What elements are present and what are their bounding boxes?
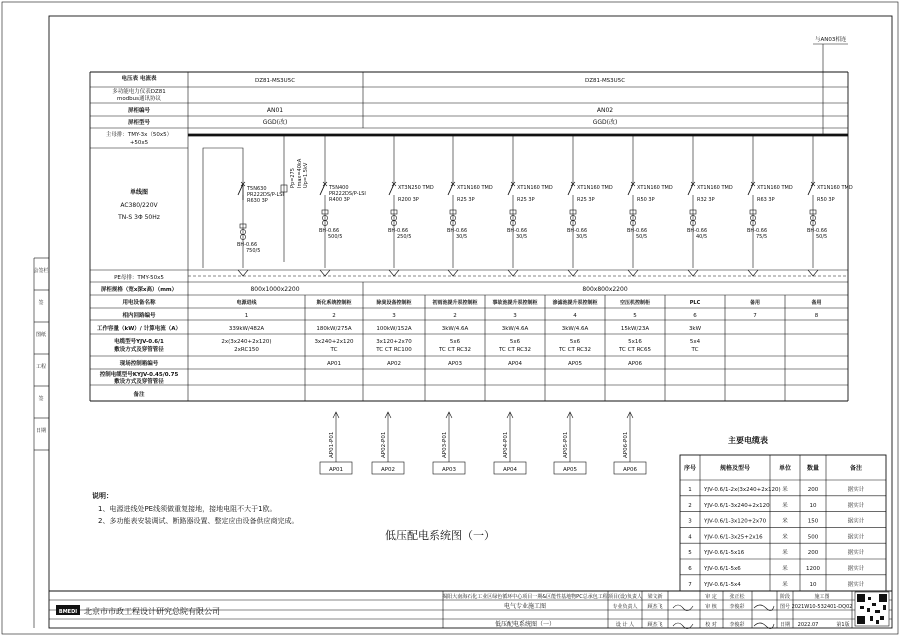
strip-label-4: 签 (38, 396, 44, 402)
breaker-breaker: XT1N160 TMD (577, 185, 613, 191)
cell-lay: TC (691, 347, 699, 353)
breaker-rating: R63 3P (757, 197, 775, 203)
cell-power: 3kW/4.6A (501, 326, 529, 332)
label-remark: 备注 (133, 392, 145, 398)
meter-left: DZ81-MS3U5C (254, 78, 296, 84)
pe-connection (688, 270, 698, 276)
strip-label-5: 日期 (35, 428, 47, 434)
cell-box: AP04 (507, 361, 523, 367)
signature-marks (673, 605, 774, 629)
role2-1: 审 核 (705, 604, 717, 610)
cell-name: 空压机控制柜 (619, 300, 651, 306)
cell-name: 备用 (811, 300, 822, 306)
row-labels (97, 74, 181, 398)
cell-box: AP05 (567, 361, 583, 367)
cell-name: 除臭设备控制柜 (376, 300, 412, 306)
ct-model: BH-0.66 (447, 228, 468, 234)
feeder-circuits (221, 135, 852, 401)
cell-loop: 2 (453, 313, 457, 319)
pe-connection (238, 270, 248, 276)
cable-table-cell: 4 (688, 534, 692, 541)
meta-key-0: 阶段 (779, 594, 791, 600)
cable-tag: AP01-P01 (329, 431, 335, 458)
ct-ratio: 500/5 (328, 234, 343, 240)
breaker-breaker: XT1N160 TMD (697, 185, 733, 191)
breaker-breaker: XT3N250 TMD (398, 185, 434, 191)
cable-table-cell: 5 (688, 550, 692, 557)
cell-cable: 5x6 (569, 339, 581, 345)
ct-ratio: 75/5 (756, 234, 768, 240)
drawing-title: 低压配电系统图（一） (385, 529, 495, 542)
pe-connection (320, 270, 330, 276)
breaker-breaker: XT1N160 TMD (457, 185, 493, 191)
outgoing-AP03 (433, 412, 465, 474)
meta-val-0: 施工图 (814, 594, 830, 600)
cable-table-cell: YJV-0.6/1-2x(3x240+2x120) (704, 487, 781, 493)
cell-loop: 4 (573, 313, 577, 319)
outgoing-cables (320, 412, 646, 474)
cell-cable: 5x6 (449, 339, 461, 345)
strip-label-3: 工程 (35, 364, 47, 370)
cable-table-cell: 据实计 (847, 518, 865, 525)
cell-loop: 7 (753, 313, 757, 319)
project-name: 揭阳大南海石化工业区绿色循环中心项目一期&区能性基地物PC总承包工程 (442, 594, 608, 600)
cell-lay: TC (330, 347, 338, 353)
logo-text: BMEDI (58, 609, 78, 615)
cell-name: 初雨池提升泵控制柜 (432, 300, 478, 306)
outgoing-AP02 (372, 412, 404, 474)
ct-model: BH-0.66 (807, 228, 828, 234)
control-box-label: AP06 (622, 467, 638, 473)
feeder-8 (665, 135, 733, 401)
ct-ratio: 50/5 (816, 234, 828, 240)
cell-cable: 5x16 (628, 339, 642, 345)
note-2: 2、多功能表安装调试、断路器设置、整定应由设备供应商完成。 (98, 517, 299, 525)
feeder-10 (785, 135, 853, 401)
ct-model: BH-0.66 (507, 228, 528, 234)
cell-name: 斯化系统控制柜 (316, 300, 352, 306)
breaker-contact (320, 184, 325, 195)
label-equip-name: 用电设备名称 (122, 300, 156, 306)
cell-power: 3kW (688, 326, 702, 332)
ct-model: BH-0.66 (687, 228, 708, 234)
meta-key-1: 图号 (779, 604, 791, 610)
label-cable: 电缆型号YJV-0.6/1 (114, 339, 164, 345)
feeder-7 (605, 135, 673, 401)
cable-table-cell: 1200 (806, 566, 820, 572)
cable-tag: AP03-P01 (442, 431, 448, 458)
cable-tag: AP04-P01 (503, 431, 509, 458)
breaker-rating: R200 3P (398, 197, 419, 203)
cell-loop: 3 (392, 313, 396, 319)
spd-label-1: Imax=40kA (297, 158, 303, 188)
cable-table-cell: 1 (688, 487, 692, 493)
cell-loop: 5 (633, 313, 637, 319)
label-cabinet-type: 屏柜型号 (127, 120, 151, 126)
cell-loop: 3 (513, 313, 517, 319)
ct-ratio: 30/5 (576, 234, 588, 240)
meta-val-2: 2022.07 (797, 622, 819, 628)
title-block (49, 591, 892, 629)
ct-model: BH-0.66 (627, 228, 648, 234)
breaker-contact (389, 184, 394, 195)
pe-connection (628, 270, 638, 276)
role-1: 专业负责人 (612, 604, 638, 610)
cell-loop: 8 (814, 313, 819, 319)
breaker-breaker: XT1N160 TMD (517, 185, 553, 191)
cable-table-cell: 6 (688, 566, 692, 572)
cell-box: AP06 (627, 361, 643, 367)
cell-loop: 2 (332, 313, 336, 319)
outgoing-AP06 (614, 412, 646, 474)
breaker-breaker: XT1N160 TMD (817, 185, 853, 191)
label-modbus: modbus通讯协议 (116, 96, 162, 102)
version: 第1版 (836, 622, 850, 628)
label-size: 屏柜规格（宽x深x高）（mm） (100, 287, 178, 293)
label-ctrl-box: 现场控制箱编号 (119, 361, 159, 367)
ct-model: BH-0.66 (237, 242, 258, 248)
cell-lay: TC CT RC32 (499, 347, 531, 353)
institute-name: 北京市市政工程设计研究总院有限公司 (84, 607, 220, 616)
cable-table-cell: 米 (782, 487, 788, 493)
label-main-bus-b: +50x5 (129, 140, 149, 146)
label-voltage: AC380/220V (120, 202, 158, 209)
cable-tag: AP02-P01 (381, 431, 387, 458)
role2-name-0: 张正松 (729, 594, 745, 600)
cell-cable: 3x120+2x70 (376, 339, 412, 345)
cell-cable: 3x240+2x120 (314, 339, 354, 345)
cable-table-cell: YJV-0.6/1-5x16 (704, 550, 745, 557)
breaker-trip: PR222DS/P-LSI (329, 191, 366, 197)
breaker-breaker: XT1N160 TMD (637, 185, 673, 191)
cell-name: 电源进线 (236, 300, 257, 306)
qr-code (855, 592, 889, 626)
breaker-rating: R32 3P (697, 197, 715, 203)
feeder-9 (725, 135, 793, 401)
breaker-rating: R25 3P (517, 197, 535, 203)
ct-model: BH-0.66 (388, 228, 409, 234)
cable-table-cell: 据实计 (847, 550, 865, 557)
role-0: 项目(设)负责人 (608, 594, 642, 600)
ct-model: BH-0.66 (319, 228, 340, 234)
cell-name: 渗滤池提升泵控制柜 (552, 300, 598, 306)
cell-power: 100kW/152A (376, 326, 412, 332)
breaker-contact (448, 184, 453, 195)
breaker-breaker: T5N400 (329, 185, 349, 191)
cabinet-no-an02: AN02 (596, 107, 614, 114)
cell-box: AP01 (326, 361, 342, 367)
spd-label-2: Up=1.5kV (303, 162, 309, 188)
cell-power: 180kW/275A (316, 326, 352, 332)
breaker-rating: R400 3P (329, 197, 350, 203)
pe-connection (748, 270, 758, 276)
cable-table-header: 序号 (683, 465, 697, 472)
pe-connection (808, 270, 818, 276)
cable-table-cell: 米 (782, 566, 788, 572)
label-system: TN-S 3Φ 50Hz (118, 214, 160, 221)
cable-table-cell: 米 (782, 581, 788, 588)
cabinet-size-an02: 800x800x2200 (582, 286, 628, 293)
cell-power: 3kW/4.6A (441, 326, 469, 332)
cell-lay: TC CT RC100 (376, 347, 412, 353)
cell-lay: TC CT RC32 (439, 347, 471, 353)
cable-table-cell: 米 (782, 550, 788, 557)
cable-table-cell: YJV-0.6/1-3x120+2x70 (704, 518, 767, 525)
cable-table-cell: 据实计 (847, 534, 865, 541)
cable-table (680, 455, 886, 591)
ct-ratio: 40/5 (696, 234, 708, 240)
cell-lay: 2xRC150 (234, 347, 259, 353)
cell-loop: 6 (693, 313, 697, 319)
role-2: 设 计 人 (615, 622, 635, 628)
label-lay: 敷设方式及穿管管径 (114, 347, 164, 353)
control-box-label: AP05 (562, 467, 578, 473)
pe-connection (389, 270, 399, 276)
strip-label-0: 会签栏 (33, 268, 49, 274)
cell-name: 备用 (749, 300, 761, 306)
role2-name-2: 李俊彩 (729, 622, 745, 628)
pe-connection (448, 270, 458, 276)
cell-loop: 1 (244, 313, 249, 319)
feeder-2 (305, 135, 366, 401)
breaker-rating: R630 3P (247, 198, 268, 204)
feeder-1 (221, 182, 283, 353)
label-power: 工作容量（kW）/ 计算电流（A） (97, 326, 181, 332)
outgoing-AP01 (320, 412, 352, 474)
cable-table-title: 主要电缆表 (728, 436, 768, 445)
cable-table-cell: 米 (782, 534, 788, 541)
feeder-5 (485, 135, 553, 401)
cable-table-cell: 2 (688, 502, 692, 509)
label-pe-bus: PE母排：TMY-50x5 (114, 275, 164, 281)
label-ctrl-lay: 敷设方式及穿管管径 (114, 379, 164, 385)
cable-table-cell: 500 (807, 534, 819, 541)
ct-ratio: 30/5 (456, 234, 468, 240)
meta-key-2: 日期 (779, 622, 791, 628)
cable-table-cell: 据实计 (847, 487, 865, 493)
cable-table-header: 数量 (806, 465, 820, 472)
cable-table-cell: YJV-0.6/1-5x4 (704, 581, 741, 588)
cable-table-cell: 据实计 (847, 566, 865, 572)
cable-table-cell: 200 (807, 550, 819, 557)
cell-box: AP02 (386, 361, 402, 367)
breaker-contact (628, 184, 633, 195)
notes (92, 491, 298, 525)
cable-table-header: 备注 (849, 465, 863, 472)
ct-ratio: 30/5 (516, 234, 528, 240)
cable-table-cell: 10 (809, 502, 817, 509)
cell-lay: TC CT RC32 (559, 347, 591, 353)
label-multifunction: 多功能电力仪表DZ81 (112, 89, 166, 95)
role2-0: 审 定 (705, 594, 717, 600)
breaker-trip: PR222DS/P-LSI (247, 192, 284, 198)
breaker-contact (748, 184, 753, 195)
cable-tag: AP05-P01 (563, 431, 569, 458)
corner-note: 与AN03相连 (815, 37, 847, 43)
cabinet-size-an01: 800x1000x2200 (250, 286, 300, 293)
feeder-3 (363, 135, 434, 401)
meta-val-1: 2021W10-532401-DQ02 (791, 604, 853, 610)
breaker-rating: R25 3P (577, 197, 595, 203)
cabinet-type-an01: GGD(改) (262, 119, 288, 126)
ct-ratio: 250/5 (397, 234, 412, 240)
breaker-contact (508, 184, 513, 195)
cabinet-type-an02: GGD(改) (592, 119, 618, 126)
role2-2: 校 对 (705, 622, 717, 628)
cable-table-header: 规格及型号 (719, 465, 751, 472)
drawing-name: 低压配电系统图（一） (494, 621, 556, 628)
breaker-contact (688, 184, 693, 195)
label-meters: 电压表 电流表 (121, 76, 157, 82)
control-box-label: AP01 (328, 467, 344, 473)
label-single-line: 单线图 (129, 189, 149, 196)
ct-ratio: 750/5 (246, 248, 261, 254)
cell-name: 事故池提升泵控制柜 (492, 300, 538, 306)
breaker-rating: R50 3P (817, 197, 835, 203)
breaker-contact (568, 184, 573, 195)
breaker-rating: R50 3P (637, 197, 655, 203)
cell-power: 3kW/4.6A (561, 326, 589, 332)
cell-power: 15kW/23A (620, 326, 650, 332)
label-ctrl-cable: 控制电缆型号KYJV-0.45/0.75 (99, 372, 179, 378)
control-box-label: AP03 (441, 467, 457, 473)
strip-label-1: 签 (38, 300, 44, 306)
cable-tag: AP06-P01 (623, 431, 629, 458)
notes-title: 说明： (92, 492, 113, 500)
cable-table-header: 单位 (778, 465, 792, 472)
cable-table-cell: 7 (688, 581, 692, 588)
ct-model: BH-0.66 (567, 228, 588, 234)
cable-table-cell: 10 (809, 581, 817, 588)
breaker-contact (808, 184, 813, 195)
feeder-4 (425, 135, 493, 401)
cell-name: PLC (689, 300, 701, 306)
cable-table-cell: 据实计 (847, 581, 865, 588)
role-name-0: 梁文新 (647, 594, 663, 600)
outgoing-AP05 (554, 412, 586, 474)
control-box-label: AP02 (380, 467, 396, 473)
role-name-1: 顾杰飞 (647, 604, 663, 610)
breaker-breaker: XT1N160 TMD (757, 185, 793, 191)
cell-cable: 5x6 (509, 339, 521, 345)
strip-label-2: 图纸 (35, 332, 47, 338)
cable-table-cell: YJV-0.6/1-3x240+2x120 (704, 502, 770, 509)
pe-connection (508, 270, 518, 276)
cell-cable: 2x(3x240+2x120) (221, 339, 272, 345)
role2-name-1: 李俊彩 (729, 604, 745, 610)
cable-table-cell: 据实计 (847, 502, 865, 509)
cabinet-no-an01: AN01 (266, 107, 284, 114)
spd-label-0: Pp=275 (290, 168, 296, 188)
role-name-2: 顾杰飞 (647, 622, 663, 628)
meter-right: DZ81-MS3U5C (584, 78, 626, 84)
label-cabinet-no: 屏柜编号 (127, 108, 151, 114)
cable-table-cell: YJV-0.6/1-3x25+2x16 (704, 534, 763, 541)
cable-table-cell: YJV-0.6/1-5x6 (704, 566, 741, 572)
pe-connection (568, 270, 578, 276)
feeder-6 (545, 135, 613, 401)
cell-lay: TC CT RC65 (619, 347, 651, 353)
label-loop-no: 相内回路编号 (122, 313, 156, 319)
ct-model: BH-0.66 (747, 228, 768, 234)
cable-table-cell: 150 (807, 518, 819, 525)
breaker-contact (238, 184, 243, 195)
cell-box: AP03 (447, 361, 463, 367)
cable-table-cell: 米 (782, 502, 788, 509)
drawing-stage: 电气专业施工图 (503, 603, 547, 610)
outgoing-AP04 (494, 412, 526, 474)
cell-cable: 5x4 (689, 339, 701, 345)
breaker-rating: R25 3P (457, 197, 475, 203)
breaker-breaker: T5N630 (247, 186, 267, 192)
note-1: 1、电源进线处PE线须做重复接地，接地电阻不大于1欧。 (98, 505, 277, 513)
control-box-label: AP04 (502, 467, 518, 473)
cable-table-cell: 米 (782, 518, 788, 525)
cable-table-cell: 3 (688, 518, 692, 525)
left-strip (33, 267, 49, 450)
cable-table-cell: 200 (807, 487, 819, 493)
ct-ratio: 50/5 (636, 234, 648, 240)
cell-power: 339kW/482A (228, 326, 265, 332)
label-main-bus: 主母排：TMY-3x（50x5） (105, 132, 173, 138)
